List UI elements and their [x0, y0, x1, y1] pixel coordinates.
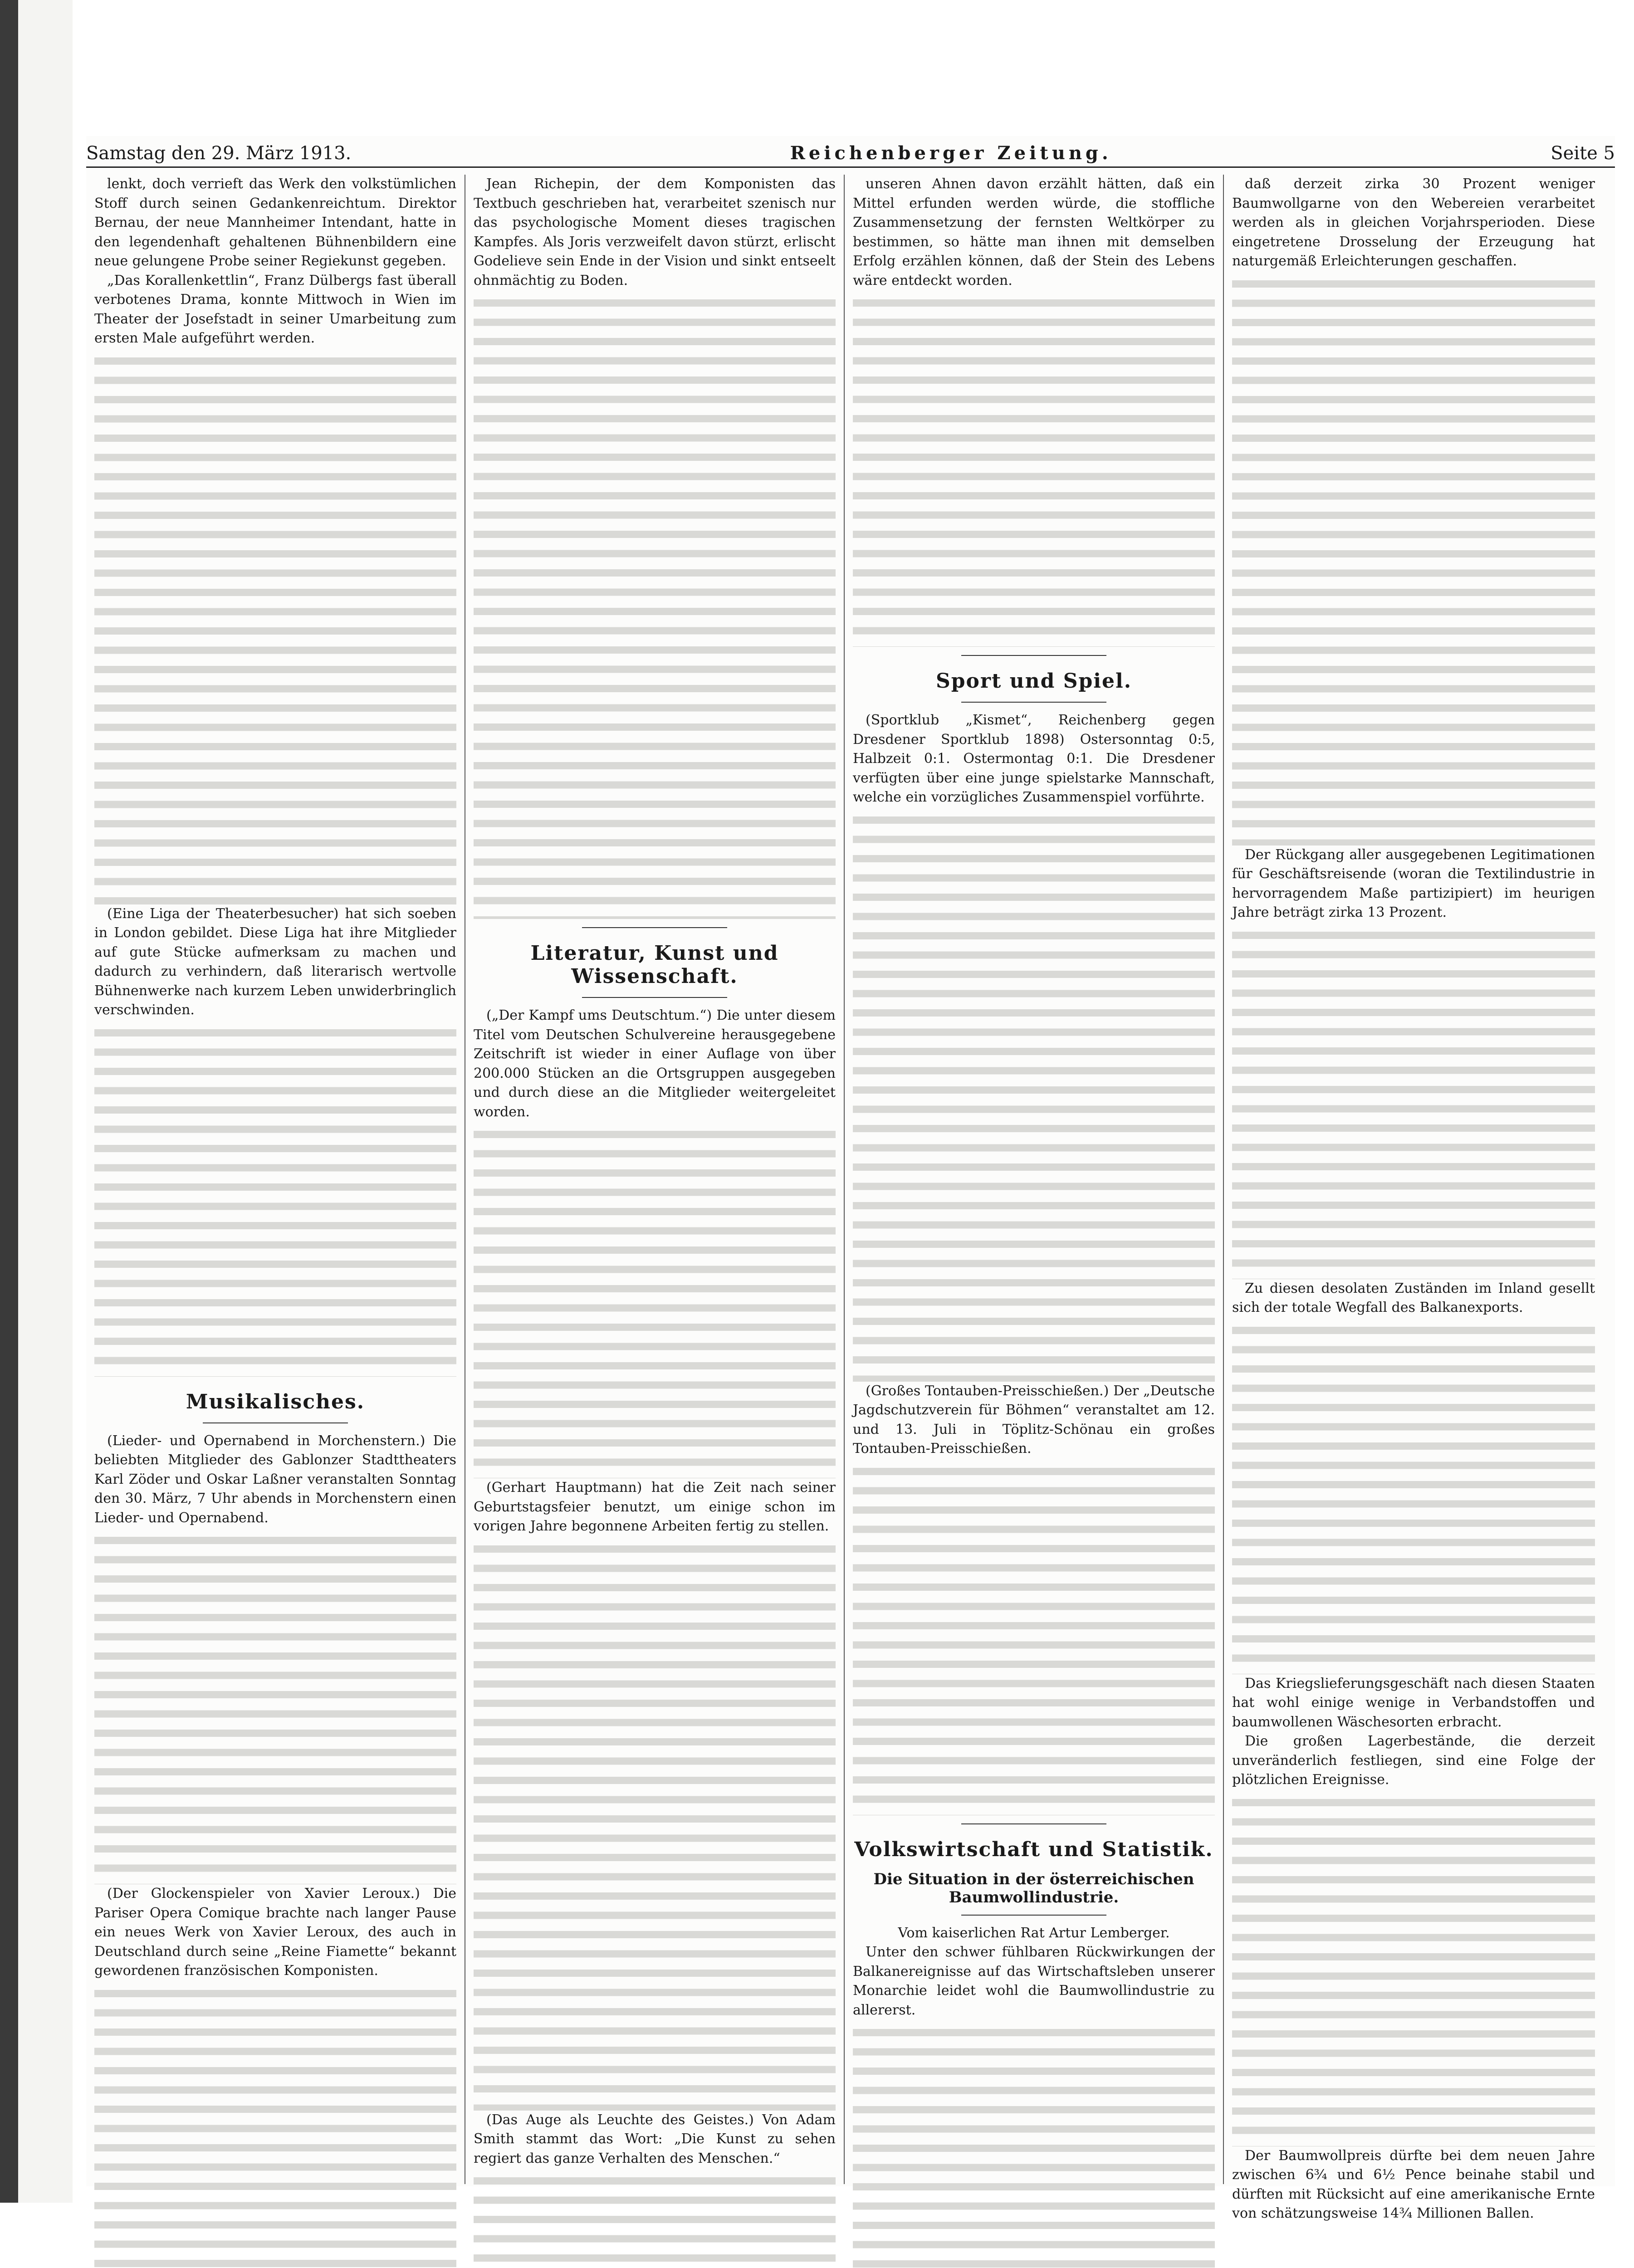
divider [582, 927, 727, 928]
column-4 [1224, 175, 1603, 2184]
text-block [853, 2023, 1215, 2268]
masthead: Reichenberger Zeitung. [790, 142, 1112, 164]
article-paragraph: Das Kriegslieferungsgeschäft nach diesen Staaten hat wohl einige wenige in Verbandstoffen und baumwollenen Wäschesorten erbracht. [1232, 1674, 1595, 1732]
page-number: Seite 5 [1551, 143, 1615, 164]
text-block [1232, 274, 1595, 846]
text-block [474, 1539, 836, 2111]
article-paragraph: (Eine Liga der Theaterbesucher) hat sich soeben in London gebildet. Diese Liga hat ihre Mitglieder auf gute Stücke aufmerksam zu machen und dadurch zu verhindern, daß literarisch wertvolle Bühnenwerke nach kurzem Leben unwiderbringlich verschwinden. [94, 904, 456, 1020]
article-paragraph: (Der Glockenspieler von Xavier Leroux.) Die Pariser Opera Comique brachte nach langer Pause ein neues Werk von Xavier Leroux, des auch in Deutschland durch seine „Reine Fiamette“ bekannt gewordenen französischen Komponisten. [94, 1884, 456, 1981]
column-3 [845, 175, 1224, 2184]
text-block [474, 293, 836, 919]
article-title: Die Situation in der österreichischen Baumwollindustrie. [853, 1870, 1215, 1906]
article-paragraph: (Lieder- und Opernabend in Morchenstern.) Die beliebten Mitglieder des Gablonzer Stadttheaters Karl Zöder und Oskar Laßner veranstalten Sonntag den 30. März, 7 Uhr abends in Morchenstern einen Lieder- und Opernabend. [94, 1432, 456, 1528]
divider [961, 1823, 1106, 1824]
section-heading-sport: Sport und Spiel. [853, 670, 1215, 693]
text-block [853, 810, 1215, 1382]
text-block [853, 1461, 1215, 1815]
divider [203, 1422, 347, 1423]
divider [582, 997, 727, 998]
article-paragraph: Der Baumwollpreis dürfte bei dem neuen Jahre zwischen 6¾ und 6½ Pence beinahe stabil und dürften mit Rücksicht auf eine amerikanische Ernte von schätzungsweise 14¾ Millionen Ballen. [1232, 2146, 1595, 2224]
text-columns [86, 175, 1615, 2184]
newspaper-page [86, 136, 1615, 2186]
column-2 [465, 175, 845, 2184]
page-gutter [18, 0, 73, 2203]
article-paragraph: (Das Auge als Leuchte des Geistes.) Von Adam Smith stammt das Wort: „Die Kunst zu sehen regiert das ganze Verhalten des Menschen.“ [474, 2111, 836, 2169]
article-paragraph: (Großes Tontauben-Preisschießen.) Der „Deutsche Jagdschutzverein für Böhmen“ veranstaltet am 12. und 13. Juli in Töplitz-Schönau ein großes Tontauben-Preisschießen. [853, 1382, 1215, 1459]
article-paragraph: „Das Korallenkettlin“, Franz Dülbergs fast überall verbotenes Drama, konnte Mittwoch in Wien im Theater der Josefstadt in seiner Umarbeitung zum ersten Male aufgeführt werden. [94, 271, 456, 348]
article-paragraph: unseren Ahnen davon erzählt hätten, daß ein Mittel erfunden werden würde, die stoffliche Zusammensetzung der fernsten Weltkörper zu bestimmen, so hätte man ihnen mit demselben Erfolg erzählen können, daß der Stein des Lebens wäre entdeckt worden. [853, 175, 1215, 290]
scan-edge [0, 0, 18, 2203]
divider [961, 702, 1106, 703]
page-header [86, 136, 1615, 168]
text-block [1232, 925, 1595, 1279]
article-paragraph: („Der Kampf ums Deutschtum.“) Die unter diesem Titel vom Deutschen Schulvereine herausgegebene Zeitschrift ist wieder in einer Auflage von über 200.000 Stücken an die Ortsgruppen ausgegeben und durch diese an die Mitglieder weitergeleitet worden. [474, 1006, 836, 1122]
text-block [94, 1023, 456, 1377]
article-paragraph: Der Rückgang aller ausgegebenen Legitimationen für Geschäftsreisende (woran die Textilindustrie in hervorragendem Maße partizipiert) im heurigen Jahre beträgt zirka 13 Prozent. [1232, 846, 1595, 923]
section-heading-music: Musikalisches. [94, 1390, 456, 1413]
article-paragraph: (Sportklub „Kismet“, Reichenberg gegen Dresdener Sportklub 1898) Ostersonntag 0:5, Halbzeit 0:1. Ostermontag 0:1. Die Dresdener verfügten über eine junge spielstarke Mannschaft, welche ein vorzügliches Zusammenspiel vorführte. [853, 711, 1215, 807]
divider [961, 655, 1106, 656]
byline: Vom kaiserlichen Rat Artur Lemberger. [853, 1924, 1215, 1943]
article-paragraph: Jean Richepin, der dem Komponisten das Textbuch geschrieben hat, verarbeitet szenisch nur das psychologische Moment dieses tragischen Kampfes. Als Joris verzweifelt davon stürzt, erlischt Godelieve sein Ende in der Vision und sinkt entseelt ohnmächtig zu Boden. [474, 175, 836, 290]
article-paragraph: Zu diesen desolaten Zuständen im Inland gesellt sich der totale Wegfall des Balkanexports. [1232, 1279, 1595, 1318]
article-paragraph: lenkt, doch verrieft das Werk den volkstümlichen Stoff durch seinen Gedankenreichtum. Direktor Bernau, der neue Mannheimer Intendant, hatte in den legendenhaft gehaltenen Bühnenbildern eine neue gelungene Probe seiner Regiekunst gegeben. [94, 175, 456, 271]
text-block [474, 1124, 836, 1478]
article-paragraph: daß derzeit zirka 30 Prozent weniger Baumwollgarne von den Webereien verarbeitet werden als in gleichen Vorjahrsperioden. Diese eingetretene Drosselung der Erzeugung hat naturgemäß Erleichterungen geschaffen. [1232, 175, 1595, 271]
text-block [1232, 1793, 1595, 2146]
section-heading-economy: Volkswirtschaft und Statistik. [853, 1838, 1215, 1861]
text-block [853, 293, 1215, 647]
text-block [1232, 1320, 1595, 1674]
divider [961, 1915, 1106, 1916]
text-block [94, 1530, 456, 1884]
article-paragraph: Die großen Lagerbestände, die derzeit unveränderlich festliegen, sind eine Folge der plötzlichen Ereignisse. [1232, 1732, 1595, 1790]
text-block [94, 351, 456, 904]
issue-date: Samstag den 29. März 1913. [86, 143, 351, 164]
section-heading-literature: Literatur, Kunst und Wissenschaft. [474, 942, 836, 988]
text-block [474, 2171, 836, 2268]
article-paragraph: Unter den schwer fühlbaren Rückwirkungen der Balkanereignisse auf das Wirtschaftsleben unserer Monarchie leidet wohl die Baumwollindustrie zu allererst. [853, 1943, 1215, 2020]
article-paragraph: (Gerhart Hauptmann) hat die Zeit nach seiner Geburtstagsfeier benutzt, um einige schon im vorigen Jahre begonnene Arbeiten fertig zu stellen. [474, 1478, 836, 1536]
column-1 [86, 175, 465, 2184]
text-block [94, 1984, 456, 2268]
